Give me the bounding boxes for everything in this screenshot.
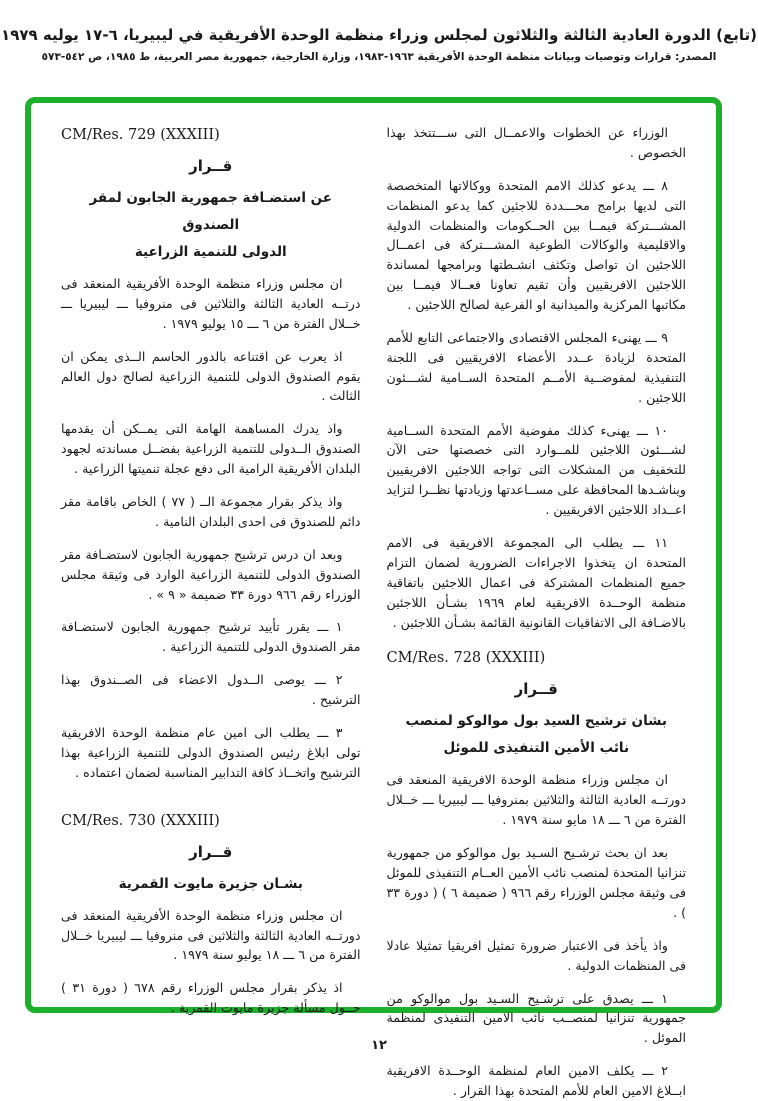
resolution-title-729 [61,185,361,266]
res729-preamble-1: ان مجلس وزراء منظمة الوحدة الأفريقية المنعقد فى درتــه العادية الثالثة والثلاثين فى منروفيا ـــ ليبيريا ـــ خــلال الفترة من ٦ ـــ ١٥ يوليو ١٩٧٩ . [61,276,361,331]
res728-preamble-3: واذ يأخذ فى الاعتبار ضرورة تمثيل افريقيا تمثيلا عادلا فى المنظمات الدولية . [386,937,686,973]
res729-operative-1: ١ ـــ يقرر تأييد ترشيح جمهورية الجابون لاستضـافة مقر الصندوق الدولى للتنمية الزراعية . [61,619,361,655]
resolution-item-11: ١١ ـــ يطلب الى المجموعة الافريقية فى الامم المتحدة ان يتخذوا الاجراءات الضرورية لضمان التزام جميع المنظمات المشتركة فى اعمال اللاجئين باتفاقية منظمة الوحــدة الافريقية لعام ١٩٦٩ بشـأن اللاجئين بالاضـافة الى الاتفاقيات القانونية القائمة بشـأن اللاجئين . [386,535,686,630]
resolution-title-728-line2: نائب الأمين التنفيذى للموئل [443,740,630,757]
source-citation: المصدر: قرارات وتوصيات وبيانات منظمة الوحدة الأفريقية ١٩٦٣-١٩٨٣، وزارة الخارجية، جمهورية مصر العربية، ط ١٩٨٥، ص ٥٤٢-٥٧٣ [41,51,717,63]
resolution-title-730-line1: بشـان جزيرة مايوت القمرية [118,875,303,892]
res729-operative-2: ٢ ـــ يوصى الــدول الاعضاء فى الصــندوق بهذا الترشيح . [61,672,361,708]
resolution-item-10: ١٠ ـــ يهنىء كذلك مفوضية الأمم المتحدة الســامية لشـــئون اللاجئين للمــوارد التى خصصتها حتى الآن للتخفيف من المشكلات التى تواجه اللاجئين الافريقيين ويناشـدها المحافظة على مســاعدتها وزيادتها نظــرا لتزايد اعــداد اللاجئين الافريقيين . [386,422,686,518]
resolution-heading-728: قــرار [514,680,558,699]
res729-preamble-5: وبعد ان درس ترشيح جمهورية الجابون لاستضـافة مقر الصندوق الدولى للتنمية الزراعية الوارد فى وثيقة مجلس الوزراء رقم ٩٦٦ دورة ٣٣ ضميمة « ٩ » . [61,546,361,602]
res728-operative-2: ٢ ـــ يكلف الامين العام لمنظمة الوحــدة الافريقية ابــلاغ الامين العام للأمم المتحدة بهذا القرار . [386,1063,686,1099]
column-right [386,123,687,1099]
res730-preamble-1: ان مجلس وزراء منظمة الوحدة الأفريقية المنعقد فى دورتــه العادية الثالثة والثلاثين فى منروفيا ـــ ليبيريا خــلال الفترة من ٦ ـــ ١٨ يوليو سنة ١٩٧٩ . [61,907,361,963]
resolution-title-728-line1: بشان ترشيح السيد بول موالوكو لمنصب [405,713,667,730]
resolution-title-730 [61,871,361,898]
resolution-title-729-line1: عن استضـافة جمهورية الجابون لمقر الصندوق [89,190,333,233]
page-header [0,26,758,63]
resolution-number-728: CM/Res. 728 (XXXIII) [386,650,546,667]
res729-preamble-4: واذ يذكر بقرار مجموعة الــ ( ٧٧ ) الخاص باقامة مقر دائم للصندوق فى احدى البلدان النامية . [61,494,361,529]
resolution-item-8: ٨ ـــ يدعو كذلك الامم المتحدة ووكالاتها المتخصصة التى لديها برامج محـــددة للاجئين كما يدعو المنظمات المشـــتركة فيمــا بين الحــكومات والمنظمات الدولية والاقليمية والوكالات الطوعية المشـــتركة فى اعمــال اللاجئين ان تواصل وتكثف انشـطتها وبرامجها لمساندة اللاجئين الافريقيين وأن تقيم تعاونا فعــالا فيمــا بين مكاتبها المركزية والميدانية او الفرعية لصالح اللاجئين . [386,177,686,313]
res728-operative-1: ١ ـــ يصدق على ترشـيح السـيد بول موالوكو من جمهورية تنزانيا لمنصــب نائب الامين التنفيذى لمنظمة الموئل . [386,990,686,1046]
res729-preamble-2: اذ يعرب عن اقتناعه بالدور الحاسم الــذى يمكن ان يقوم الصندوق الدولى للتنمية الزراعية لصالح دول العالم الثالث . [61,348,361,404]
continuation-paragraph: الوزراء عن الخطوات والاعمــال التى ســـتتخذ بهذا الخصوص . [386,125,686,160]
res730-preamble-2: اذ يذكر بقرار مجلس الوزراء رقم ٦٧٨ ( دورة ٣١ ) حــول مسألة جزيرة مايوت القمرية . [61,980,361,1016]
resolution-number-730: CM/Res. 730 (XXXIII) [61,812,220,829]
resolution-heading-730: قــرار [189,842,233,861]
res728-preamble-1: ان مجلس وزراء منظمة الوحدة الافريقية المنعقد فى دورتــه العادية الثالثة والثلاثين بمنروفيا ـــ ليبيريا ـــ خــلال الفترة من ٦ ـــ ١٨ مايو سنة ١٩٧٩ . [386,772,686,828]
column-left [61,123,361,1016]
resolution-title-728 [387,708,687,762]
resolution-heading-729: قــرار [189,157,233,175]
resolution-item-9: ٩ ـــ يهنىء المجلس الاقتصادى والاجتماعى التابع للأمم المتحدة لزيادة عــدد الأعضاء الافريقيين فى اللجنة التنفيذية لمفوضــية الأمــم المتحدة الســامية لشـــئون اللاجئين . [386,330,686,405]
page-number: ١٢ [371,1038,387,1053]
session-title: (تابع) الدورة العادية الثالثة والثلاثون لمجلس وزراء منظمة الوحدة الأفريقية في ليبيريا، ٦-١٧ يوليه ١٩٧٩ [1,26,757,44]
res729-preamble-3: واذ يدرك المساهمة الهامة التى يمــكن أن يقدمها الصندوق الــدولى للتنمية الزراعية بفضــل مساندته لجهود البلدان الأفريقية الرامية الى دفع عجلة تنميتها الزراعية . [61,421,361,477]
res728-preamble-2: بعد ان بحث ترشـيح السـيد بول موالوكو من جمهورية تنزانيا المتحدة لمنصب نائب الأمين العــام التنفيذى للموئل فى وثيقة مجلس الوزراء رقم ٩٦٦ ( ضميمة ٦ ) ( دورة ٣٣ ) . [386,845,686,920]
resolution-title-729-line2: الدولى للتنمية الزراعية [134,244,287,260]
resolution-number-729: CM/Res. 729 (XXXIII) [61,127,220,143]
res729-operative-3: ٣ ـــ يطلب الى امين عام منظمة الوحدة الافريقية تولى ابلاغ رئيس الصندوق الدولى للتنمية الزراعية بهذا الترشيح واتخــاذ كافة التدابير المناسبة لضمان اعتماده . [61,725,361,780]
